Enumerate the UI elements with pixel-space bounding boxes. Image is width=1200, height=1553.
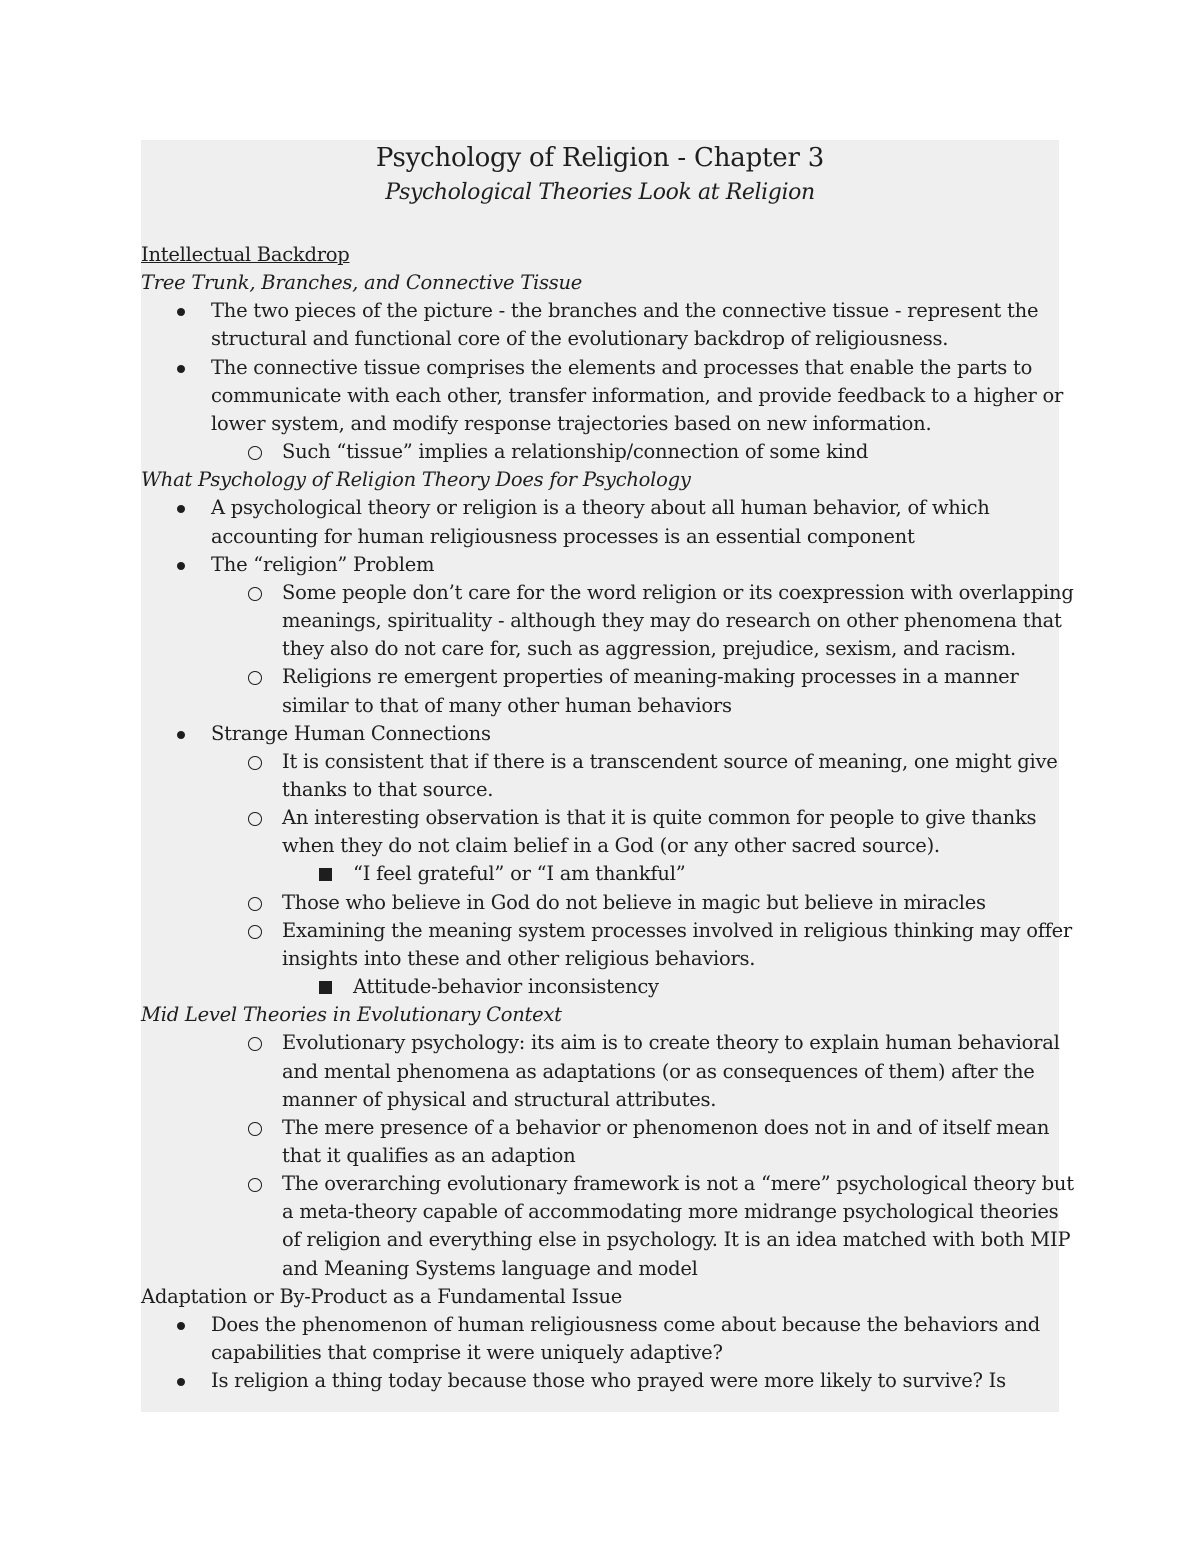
line-text: manner of physical and structural attributes.: [282, 1087, 717, 1111]
line-text: they also do not care for, such as aggression, prejudice, sexism, and racism.: [282, 637, 1016, 661]
text-line: [141, 410, 1059, 438]
line-text: accounting for human religiousness processes is an essential component: [211, 524, 915, 548]
line-text: that it qualifies as an adaption: [282, 1144, 576, 1167]
text-line: [141, 720, 1059, 748]
line-text: Strange Human Connections: [211, 721, 491, 745]
text-line: [141, 860, 1059, 888]
line-text: “I feel grateful” or “I am thankful”: [353, 862, 686, 886]
text-line: [141, 607, 1062, 635]
line-text: An interesting observation is that it is quite common for people to give thanks: [282, 806, 1037, 830]
line-text: A psychological theory or religion is a theory about all human behavior, of which: [211, 496, 990, 520]
text-line: [141, 1311, 1059, 1339]
line-text: lower system, and modify response trajectories based on new information.: [211, 411, 932, 435]
document-page: [141, 140, 1074, 1412]
text-line: [141, 1367, 1059, 1395]
line-text: when they do not claim belief in a God (or any other sacred source).: [282, 834, 940, 858]
text-line: [141, 1086, 1059, 1114]
line-text: meanings, spirituality - although they may do research on other phenomena that: [282, 609, 1062, 633]
text-line: [141, 1170, 1074, 1198]
text-line: [141, 635, 1059, 663]
line-text: Some people don’t care for the word religion or its coexpression with overlapping: [282, 580, 1074, 604]
text-line: [141, 1198, 1059, 1226]
text-line: [141, 1255, 1059, 1283]
text-line: [141, 804, 1059, 832]
text-line: [141, 551, 1059, 579]
line-text: Those who believe in God do not believe in magic but believe in miracles: [282, 890, 986, 914]
text-line: [141, 1283, 1059, 1311]
text-line: [141, 494, 1059, 522]
text-line: [141, 1029, 1059, 1057]
line-text: Evolutionary psychology: its aim is to create theory to explain human behavioral: [282, 1031, 1060, 1055]
text-line: [141, 1058, 1059, 1086]
line-text: The two pieces of the picture - the branches and the connective tissue - represent the: [211, 299, 1039, 323]
text-line: [141, 973, 1059, 1001]
line-text: capabilities that comprise it were uniquely adaptive?: [211, 1341, 723, 1365]
text-line: [141, 325, 1059, 353]
line-text: Such “tissue” implies a relationship/connection of some kind: [282, 440, 869, 464]
line-text: The mere presence of a behavior or phenomenon does not in and of itself mean: [282, 1115, 1050, 1139]
text-line: [141, 1339, 1059, 1367]
line-text: similar to that of many other human behaviors: [282, 693, 732, 717]
line-text: It is consistent that if there is a transcendent source of meaning, one might give: [282, 749, 1058, 773]
text-line: [141, 776, 1059, 804]
line-text: Does the phenomenon of human religiousness come about because the behaviors and: [211, 1312, 1041, 1336]
text-line: [141, 889, 1059, 917]
text-line: [141, 382, 1064, 410]
line-text: communicate with each other, transfer information, and provide feedback to a higher or: [211, 383, 1064, 407]
text-line: [141, 692, 1059, 720]
line-text: and Meaning Systems language and model: [282, 1256, 698, 1280]
line-text: Examining the meaning system processes involved in religious thinking may offer: [282, 918, 1072, 942]
text-line: [141, 1114, 1059, 1142]
text-line: [141, 523, 1059, 551]
text-line: [141, 945, 1059, 973]
line-text: structural and functional core of the evolutionary backdrop of religiousness.: [211, 327, 949, 351]
document-body: [141, 241, 1074, 1395]
text-line: [141, 917, 1072, 945]
line-text: The overarching evolutionary framework is not a “mere” psychological theory but: [282, 1172, 1074, 1196]
line-text: The “religion” Problem: [211, 552, 435, 576]
text-line: [141, 748, 1059, 776]
line-text: insights into these and other religious behaviors.: [282, 946, 756, 970]
text-line: [141, 1226, 1071, 1254]
line-text: Adaptation or By-Product as a Fundamental Issue: [141, 1284, 623, 1308]
text-line: [141, 579, 1074, 607]
text-line: [141, 438, 1059, 466]
line-text: Intellectual Backdrop: [141, 243, 350, 266]
line-text: Tree Trunk, Branches, and Connective Tissue: [141, 271, 583, 295]
line-text: of religion and everything else in psychology. It is an idea matched with both MIP: [282, 1228, 1071, 1252]
line-text: a meta-theory capable of accommodating more midrange psychological theories: [282, 1200, 1059, 1224]
section-heading: [141, 241, 1059, 269]
text-line: [141, 297, 1059, 325]
line-text: The connective tissue comprises the elements and processes that enable the parts to: [211, 355, 1033, 379]
section-heading: [141, 1001, 1059, 1029]
text-line: [141, 832, 1059, 860]
line-text: and mental phenomena as adaptations (or as consequences of them) after the: [282, 1059, 1035, 1083]
section-heading: [141, 466, 1059, 494]
line-text: Mid Level Theories in Evolutionary Context: [141, 1003, 562, 1027]
line-text: What Psychology of Religion Theory Does for Psychology: [141, 468, 691, 492]
document-title: Psychology of Religion - Chapter 3: [375, 143, 825, 173]
line-text: Is religion a thing today because those who prayed were more likely to survive? Is: [211, 1369, 1006, 1393]
document-subtitle: Psychological Theories Look at Religion: [385, 180, 815, 205]
section-heading: [141, 269, 1059, 297]
line-text: Attitude-behavior inconsistency: [353, 975, 659, 999]
text-line: [141, 663, 1059, 691]
line-text: Religions re emergent properties of meaning-making processes in a manner: [282, 665, 1019, 689]
text-line: [141, 1142, 1059, 1170]
line-text: thanks to that source.: [282, 777, 494, 801]
title-block: [141, 140, 1059, 210]
text-line: [141, 354, 1059, 382]
